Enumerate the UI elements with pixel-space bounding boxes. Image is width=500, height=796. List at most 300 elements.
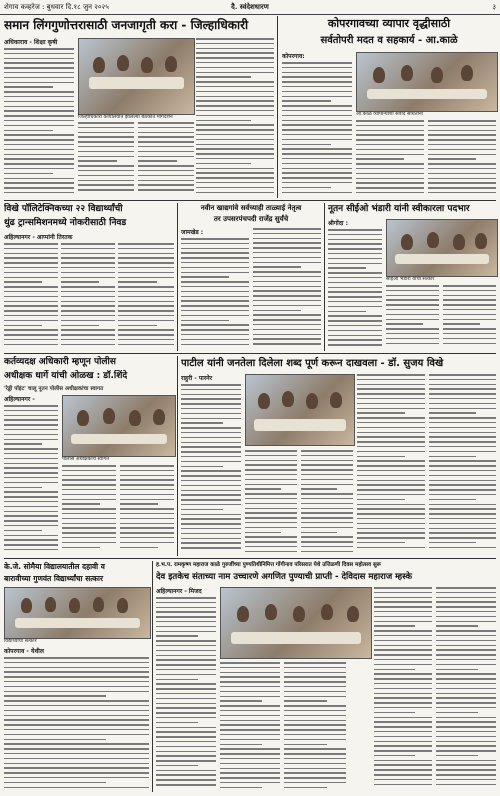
body-text-line	[118, 281, 157, 283]
body-text-line	[4, 291, 58, 293]
body-text-line	[374, 659, 432, 661]
body-text-line	[4, 777, 149, 779]
body-text-line	[328, 320, 382, 322]
body-text-line	[4, 192, 74, 194]
body-text-line	[78, 141, 134, 143]
body-text-line	[156, 669, 216, 671]
body-text-line	[357, 456, 405, 458]
article-1-byline: अधिकाराव - शिक्षा कृषी	[4, 39, 58, 46]
body-text-line	[284, 734, 346, 736]
article-3-col-3	[118, 243, 174, 351]
body-text-line	[443, 319, 496, 321]
body-text-line	[62, 479, 116, 481]
body-text-line	[386, 328, 439, 330]
body-text-line	[4, 125, 74, 127]
body-text-line	[181, 291, 249, 293]
body-text-line	[181, 499, 241, 501]
body-text-line	[374, 784, 432, 786]
article-7-col-4	[357, 374, 425, 556]
body-text-line	[282, 177, 352, 179]
body-text-line	[245, 498, 297, 500]
body-text-line	[181, 334, 249, 336]
body-text-line	[436, 741, 496, 743]
body-text-line	[284, 700, 327, 702]
body-text-line	[4, 753, 149, 755]
body-text-line	[181, 296, 249, 298]
body-text-line	[138, 189, 194, 191]
body-text-line	[196, 158, 274, 160]
body-text-line	[156, 703, 216, 705]
body-text-line	[4, 158, 74, 160]
body-text-line	[429, 374, 496, 376]
body-text-line	[374, 769, 432, 771]
body-text-line	[245, 484, 297, 486]
body-text-line	[328, 267, 366, 269]
body-text-line	[436, 611, 496, 613]
body-text-line	[4, 487, 42, 489]
body-text-line	[282, 105, 352, 107]
body-text-line	[284, 753, 346, 755]
article-6-tagline: 'रेड्डी पॉइंट' चालू नूतन पोलीस अधीक्षकांचा स्वागत	[4, 386, 104, 392]
body-text-line	[443, 309, 496, 311]
body-text-line	[4, 511, 58, 513]
body-text-line	[4, 705, 149, 707]
body-text-line	[4, 277, 58, 279]
body-text-line	[436, 774, 496, 776]
body-text-line	[4, 344, 58, 346]
body-text-line	[436, 592, 496, 594]
body-text-line	[443, 343, 496, 345]
body-text-line	[374, 625, 415, 627]
body-text-line	[78, 160, 117, 162]
body-text-line	[357, 393, 425, 395]
body-text-line	[220, 710, 280, 712]
body-text-line	[181, 432, 241, 434]
body-text-line	[436, 707, 496, 709]
body-text-line	[181, 442, 241, 444]
body-text-line	[284, 772, 346, 774]
body-text-line	[181, 276, 229, 278]
body-text-line	[181, 494, 241, 496]
body-text-line	[436, 688, 496, 690]
body-text-line	[4, 549, 58, 551]
body-text-line	[61, 310, 115, 312]
article-9-col-1	[156, 597, 216, 792]
body-text-line	[357, 542, 405, 544]
article-8-headline-line-2: बारावीच्या गुणवंत विद्यार्थ्यांचा सत्कार	[4, 574, 104, 583]
body-text-line	[301, 517, 353, 519]
body-text-line	[253, 281, 321, 283]
body-text-line	[357, 532, 425, 534]
body-text-line	[138, 136, 194, 138]
body-text-line	[118, 243, 174, 245]
body-text-line	[429, 388, 496, 390]
body-text-line	[356, 168, 424, 170]
body-text-line	[181, 418, 241, 420]
body-text-line	[196, 129, 274, 131]
body-text-line	[374, 592, 432, 594]
article-2-col-1	[282, 62, 352, 198]
body-text-line	[196, 182, 274, 184]
body-text-line	[284, 748, 346, 750]
article-9-col-4	[374, 587, 432, 792]
body-text-line	[78, 170, 134, 172]
body-text-line	[284, 715, 346, 717]
body-text-line	[282, 67, 352, 69]
body-text-line	[181, 490, 241, 492]
body-text-line	[138, 127, 194, 129]
body-text-line	[282, 81, 352, 83]
body-text-line	[220, 681, 280, 683]
body-text-line	[429, 508, 496, 510]
body-text-line	[61, 248, 115, 250]
body-text-line	[245, 541, 297, 543]
body-text-line	[4, 434, 58, 436]
body-text-line	[181, 413, 241, 415]
body-text-line	[61, 301, 115, 303]
body-text-line	[4, 72, 74, 74]
article-9-photo	[220, 587, 372, 659]
body-text-line	[4, 700, 149, 702]
body-text-line	[356, 163, 424, 165]
body-text-line	[436, 649, 496, 651]
body-text-line	[253, 300, 321, 302]
article-1-photo	[78, 38, 195, 115]
body-text-line	[4, 149, 74, 151]
article-1-headline: समान लिंगगुणोत्तरासाठी जनजागृती करा - जिल्हाधिकारी	[4, 18, 249, 32]
body-text-line	[284, 720, 346, 722]
article-9-col-2	[220, 662, 280, 792]
article-5-byline: श्रीगोंदा :	[328, 220, 348, 227]
body-text-line	[196, 86, 274, 88]
body-text-line	[284, 787, 327, 789]
body-text-line	[282, 187, 331, 189]
body-text-line	[245, 493, 297, 495]
body-text-line	[4, 676, 149, 678]
page-number: ३	[492, 3, 496, 11]
body-text-line	[156, 659, 216, 661]
body-text-line	[328, 339, 382, 341]
body-text-line	[4, 178, 74, 180]
body-text-line	[181, 470, 241, 472]
body-text-line	[220, 739, 280, 741]
body-text-line	[357, 388, 425, 390]
body-text-line	[156, 693, 216, 695]
body-text-line	[118, 305, 174, 307]
body-text-line	[181, 403, 241, 405]
body-text-line	[429, 432, 496, 434]
body-text-line	[374, 587, 432, 589]
body-text-line	[284, 676, 346, 678]
body-text-line	[301, 546, 353, 548]
body-text-line	[428, 154, 496, 156]
body-text-line	[61, 325, 99, 327]
body-text-line	[4, 62, 74, 64]
body-text-line	[78, 132, 134, 134]
body-text-line	[4, 463, 58, 465]
body-text-line	[220, 772, 280, 774]
body-text-line	[4, 91, 74, 93]
body-text-line	[156, 736, 216, 738]
body-text-line	[282, 172, 352, 174]
body-text-line	[357, 508, 425, 510]
body-text-line	[220, 744, 262, 746]
body-text-line	[443, 333, 496, 335]
body-text-line	[443, 299, 496, 301]
body-text-line	[62, 475, 116, 477]
body-text-line	[386, 295, 439, 297]
body-text-line	[181, 398, 241, 400]
body-text-line	[374, 601, 432, 603]
body-text-line	[436, 601, 496, 603]
body-text-line	[282, 115, 352, 117]
body-text-line	[386, 304, 439, 306]
article-8-headline: के.जे. सोमैया विद्यालयातील दहावी व	[4, 562, 105, 571]
body-text-line	[4, 120, 74, 122]
body-text-line	[374, 755, 415, 757]
body-text-line	[4, 48, 74, 50]
body-text-line	[357, 403, 425, 405]
body-text-line	[156, 616, 216, 618]
body-text-line	[181, 300, 249, 302]
body-text-line	[220, 676, 280, 678]
body-text-line	[138, 151, 194, 153]
body-text-line	[196, 120, 251, 122]
column-divider	[177, 356, 178, 556]
body-text-line	[4, 496, 58, 498]
body-text-line	[120, 489, 174, 491]
body-text-line	[428, 173, 496, 175]
body-text-line	[374, 741, 432, 743]
body-text-line	[156, 707, 216, 709]
body-text-line	[220, 705, 280, 707]
article-2-photo-caption: आ.काळे व्यापाऱ्यांशी संवाद साधताना	[356, 111, 423, 117]
body-text-line	[436, 697, 496, 699]
body-text-line	[156, 784, 216, 786]
body-text-line	[196, 153, 274, 155]
article-8-photo-caption: विद्यार्थ्यांचा सत्कार	[4, 638, 37, 644]
body-text-line	[284, 672, 346, 674]
body-text-line	[156, 664, 216, 666]
body-text-line	[429, 532, 496, 534]
body-text-line	[138, 132, 194, 134]
body-text-line	[120, 537, 174, 539]
body-text-line	[436, 712, 478, 714]
body-text-line	[282, 148, 352, 150]
body-text-line	[429, 398, 496, 400]
body-text-line	[436, 683, 496, 685]
body-text-line	[220, 748, 280, 750]
body-text-line	[436, 779, 496, 781]
body-text-line	[4, 671, 149, 673]
body-text-line	[245, 527, 297, 529]
body-text-line	[428, 130, 496, 132]
body-text-line	[4, 334, 58, 336]
body-text-line	[374, 726, 432, 728]
body-text-line	[181, 422, 223, 424]
body-text-line	[374, 683, 432, 685]
body-text-line	[429, 523, 496, 525]
body-text-line	[4, 477, 58, 479]
body-text-line	[429, 408, 496, 410]
body-text-line	[4, 772, 149, 774]
body-text-line	[156, 640, 216, 642]
body-text-line	[181, 475, 241, 477]
body-text-line	[374, 669, 415, 671]
body-text-line	[429, 484, 496, 486]
body-text-line	[156, 597, 216, 599]
body-text-line	[356, 134, 424, 136]
body-text-line	[284, 729, 346, 731]
body-text-line	[220, 672, 280, 674]
body-text-line	[374, 654, 432, 656]
article-5-headline: नूतन सीईओ भंडारी यांनी स्वीकारला पदभार	[328, 204, 470, 214]
body-text-line	[78, 136, 134, 138]
body-text-line	[120, 542, 174, 544]
body-text-line	[4, 482, 58, 484]
body-text-line	[253, 329, 321, 331]
body-text-line	[357, 398, 425, 400]
body-text-line	[245, 512, 297, 514]
body-text-line	[156, 717, 216, 719]
body-text-line	[220, 758, 280, 760]
body-text-line	[181, 272, 249, 274]
article-7-photo	[245, 374, 355, 446]
section-rule-2	[4, 353, 496, 354]
body-text-line	[245, 546, 297, 548]
body-text-line	[61, 305, 115, 307]
article-2-headline-line-2: सर्वतोपरी मदत व सहकार्य - आ.काळे	[320, 35, 458, 46]
body-text-line	[428, 149, 496, 151]
body-text-line	[443, 338, 496, 340]
body-text-line	[357, 384, 425, 386]
body-text-line	[282, 120, 352, 122]
body-text-line	[196, 105, 274, 107]
body-text-line	[356, 178, 424, 180]
body-text-line	[301, 541, 353, 543]
body-text-line	[436, 702, 496, 704]
body-text-line	[4, 539, 58, 541]
body-text-line	[4, 782, 106, 784]
body-text-line	[196, 168, 274, 170]
body-text-line	[245, 536, 297, 538]
body-text-line	[436, 669, 478, 671]
body-text-line	[4, 106, 74, 108]
body-text-line	[436, 769, 496, 771]
body-text-line	[386, 290, 439, 292]
body-text-line	[253, 252, 321, 254]
body-text-line	[138, 146, 194, 148]
body-text-line	[253, 257, 321, 259]
body-text-line	[4, 267, 58, 269]
body-text-line	[120, 503, 158, 505]
body-text-line	[196, 76, 251, 78]
body-text-line	[245, 532, 281, 534]
body-text-line	[282, 192, 352, 194]
body-text-line	[436, 616, 496, 618]
body-text-line	[118, 262, 174, 264]
body-text-line	[253, 271, 321, 273]
body-text-line	[253, 238, 321, 240]
body-text-line	[436, 755, 478, 757]
body-text-line	[4, 715, 149, 717]
body-text-line	[328, 282, 382, 284]
body-text-line	[436, 640, 496, 642]
body-text-line	[181, 344, 249, 346]
article-7-col-2	[245, 450, 297, 556]
body-text-line	[120, 470, 174, 472]
body-text-line	[357, 374, 425, 376]
body-text-line	[428, 168, 496, 170]
body-text-line	[156, 774, 216, 776]
body-text-line	[356, 192, 424, 194]
body-text-line	[220, 724, 280, 726]
body-text-line	[436, 625, 478, 627]
body-text-line	[4, 734, 149, 736]
body-text-line	[156, 765, 198, 767]
body-text-line	[436, 726, 496, 728]
article-8-photo	[4, 587, 151, 639]
body-text-line	[61, 329, 115, 331]
body-text-line	[61, 286, 115, 288]
body-text-line	[220, 662, 280, 664]
body-text-line	[429, 441, 496, 443]
body-text-line	[357, 441, 425, 443]
body-text-line	[4, 448, 58, 450]
body-text-line	[61, 291, 115, 293]
body-text-line	[428, 144, 496, 146]
body-text-line	[429, 480, 496, 482]
body-text-line	[156, 611, 216, 613]
body-text-line	[436, 645, 496, 647]
body-text-line	[4, 515, 58, 517]
body-text-line	[357, 499, 405, 501]
body-text-line	[118, 301, 174, 303]
body-text-line	[181, 528, 241, 530]
body-text-line	[181, 248, 249, 250]
body-text-line	[357, 451, 425, 453]
body-text-line	[301, 493, 353, 495]
body-text-line	[245, 522, 297, 524]
body-text-line	[357, 470, 425, 472]
body-text-line	[120, 508, 174, 510]
body-text-line	[196, 134, 274, 136]
body-text-line	[181, 238, 249, 240]
body-text-line	[4, 472, 58, 474]
body-text-line	[284, 744, 327, 746]
body-text-line	[374, 697, 432, 699]
body-text-line	[253, 247, 321, 249]
body-text-line	[284, 667, 346, 669]
body-text-line	[196, 163, 251, 165]
body-text-line	[429, 393, 496, 395]
body-text-line	[374, 640, 432, 642]
body-text-line	[4, 758, 149, 760]
body-text-line	[4, 535, 58, 537]
body-text-line	[181, 394, 241, 396]
body-text-line	[4, 506, 58, 508]
body-text-line	[301, 536, 353, 538]
body-text-line	[181, 320, 229, 322]
body-text-line	[4, 296, 58, 298]
body-text-line	[282, 168, 352, 170]
body-text-line	[428, 182, 496, 184]
body-text-line	[78, 122, 134, 124]
body-text-line	[436, 621, 496, 623]
body-text-line	[196, 172, 274, 174]
body-text-line	[196, 62, 274, 64]
body-text-line	[61, 320, 115, 322]
